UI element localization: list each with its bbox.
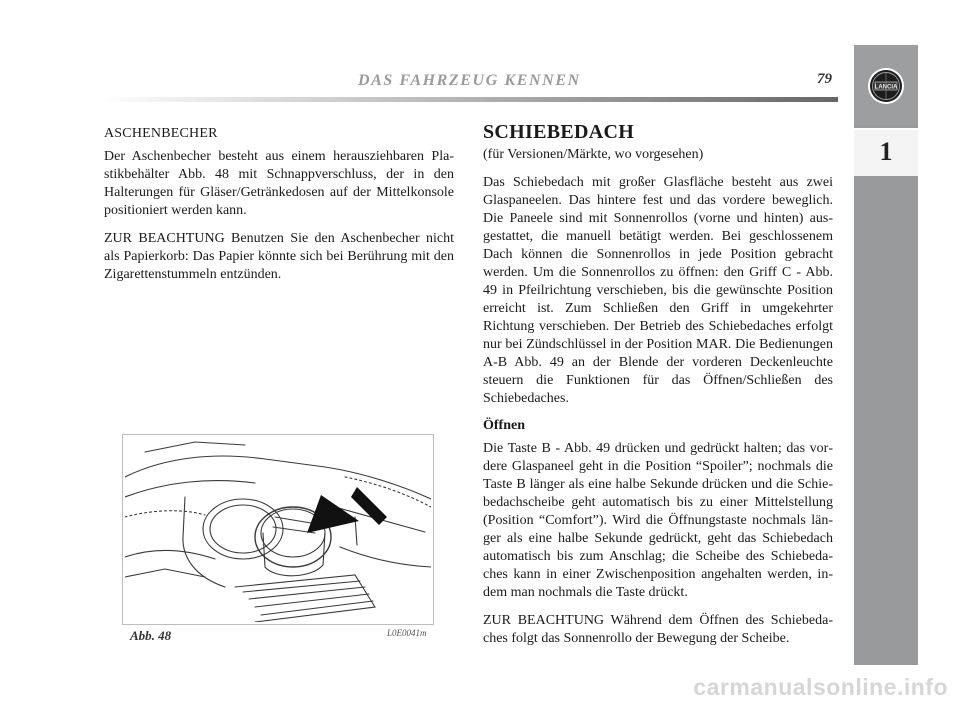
lancia-logo-icon — [867, 67, 905, 105]
sidebar-logo-tab[interactable] — [854, 45, 918, 125]
chapter-sidebar — [854, 45, 918, 665]
paragraph: Das Schiebedach mit großer Glasfläche besteht aus zwei Glaspaneelen. Das hintere fest und das vordere beweglich. Die Paneele sind mit Sonnenrollos (vorne und hinten) ausgestattet, die manuell betätigt werden. Bei geschlossenem Dach können die Sonnenrollos in jede Position gebracht werden. Um die Sonnenrollos zu öffnen: den Griff C - Abb. 49 in Pfeilrichtung verschieben, bis die gewünschte Position erreicht ist. Zum Schließen den Griff in umgekehrter Richtung verschieben. Der Betrieb des Schiebedaches erfolgt nur bei Zündschlüssel in der Position MAR. Die Bedienungen A-B Abb. 49 an der Blende der vorderen Deckenleuchte steuern die Funktionen für das Öffnen/Schließen des Schiebedaches. — [483, 175, 833, 406]
paragraph: ZUR BEACHTUNG Während dem Öffnen des Schiebedaches folgt das Sonnenrollo der Bewegung der Scheibe. — [483, 613, 833, 646]
page-number: 79 — [817, 71, 832, 87]
running-header-title: DAS FAHRZEUG KENNEN — [358, 72, 581, 89]
watermark: carmanualsonline.info — [693, 674, 948, 700]
figure-code: L0E0041m — [387, 628, 427, 638]
paragraph: Die Taste B - Abb. 49 drücken und gedrückt halten; das vordere Glaspaneel geht in die Position “Spoiler”; nochmals die Taste B länger als eine halbe Sekunde drücken und die Schiebedachscheibe geht automatisch bis zu einer Mittelstellung (Position “Comfort”). Wird die Öffnungstaste nochmals länger als eine halbe Sekunde gedrückt, geht das Schiebedach automatisch bis zum Anschlag; die Scheibe des Schiebedaches kann in einer Zwischenposition angehalten werden, indem man nochmals die Taste drückt. — [483, 441, 833, 600]
left-column — [104, 122, 454, 294]
figure-caption: Abb. 48 — [130, 628, 172, 643]
logo-text: LANCIA — [874, 84, 898, 91]
ashtray-illustration — [125, 437, 431, 622]
paragraph: ZUR BEACHTUNG Benutzen Sie den Aschenbecher nicht als Papierkorb: Das Papier könnte sich bei Berührung mit den Zigarettenstummeln entzünden. — [104, 231, 454, 282]
right-column — [483, 120, 833, 658]
figure-ashtray-illustration — [125, 437, 431, 622]
chapter-number: 1 — [879, 137, 893, 166]
sub-heading-opening: Öffnen — [483, 418, 525, 433]
section-subtitle: (für Versionen/Märkte, wo vorgesehen) — [483, 147, 704, 162]
section-heading-ashtray: ASCHENBECHER — [104, 126, 218, 141]
header-rule — [100, 97, 838, 102]
paragraph: Der Aschenbecher besteht aus einem herausziehbaren Plastikbehälter Abb. 48 mit Schnappverschluss, der in den Halterungen für Gläser/Getränkedosen auf der Mittelkonsole positioniert werden kann. — [104, 149, 454, 218]
section-heading-sunroof: SCHIEBEDACH — [483, 121, 635, 143]
